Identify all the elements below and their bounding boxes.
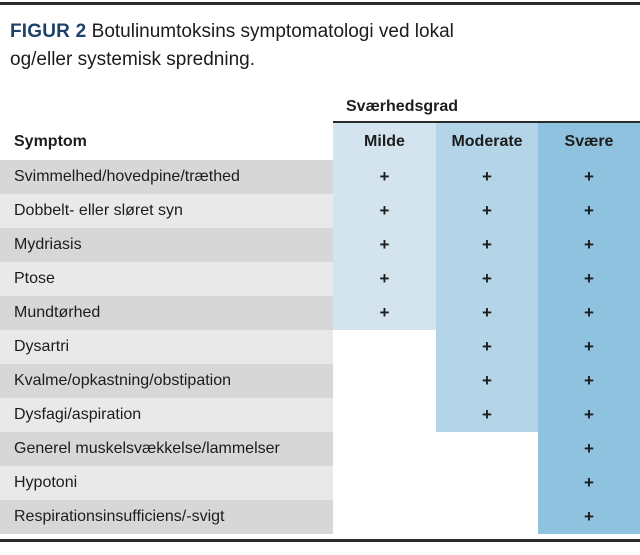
symptom-label: Respirationsinsufficiens/-svigt — [0, 500, 333, 534]
severity-cell — [333, 330, 436, 364]
figure-caption-text: Botulinumtoksins symptomatologi ved lokal og/eller systemisk spredning. — [10, 21, 454, 70]
severity-cell: + — [379, 235, 390, 254]
severity-cell: + — [584, 235, 594, 254]
symptom-label: Dysfagi/aspiration — [0, 398, 333, 432]
severity-cell — [333, 364, 436, 398]
table-row — [0, 330, 640, 364]
table-row — [0, 432, 640, 466]
column-header-moderate: Moderate — [451, 133, 523, 150]
symptom-column-header: Symptom — [14, 133, 87, 150]
bottom-divider — [0, 539, 640, 542]
severity-cell: + — [379, 269, 390, 288]
severity-group-header: Sværhedsgrad — [346, 98, 459, 115]
symptom-label: Mydriasis — [0, 228, 333, 262]
table-row — [0, 466, 640, 500]
symptom-label: Hypotoni — [0, 466, 333, 500]
severity-cell: + — [584, 507, 594, 526]
table-row — [0, 228, 640, 262]
table-row — [0, 160, 640, 194]
severity-cell — [333, 432, 436, 466]
severity-cell — [333, 398, 436, 432]
figure-caption — [10, 18, 510, 74]
symptom-label: Generel muskelsvækkelse/lammelser — [0, 432, 333, 466]
severity-cell: + — [379, 201, 390, 220]
symptom-label: Dysartri — [0, 330, 333, 364]
severity-cell: + — [482, 201, 492, 220]
severity-cell — [436, 466, 538, 500]
symptom-label: Dobbelt- eller sløret syn — [0, 194, 333, 228]
severity-cell: + — [584, 439, 594, 458]
severity-cell: + — [584, 371, 594, 390]
severity-cell: + — [482, 337, 492, 356]
symptom-label: Svimmelhed/hovedpine/træthed — [0, 160, 333, 194]
table-header-row — [0, 123, 640, 160]
severity-cell: + — [584, 405, 594, 424]
severity-cell: + — [584, 201, 594, 220]
severity-cell: + — [482, 303, 492, 322]
symptom-label: Mundtørhed — [0, 296, 333, 330]
table-row — [0, 364, 640, 398]
severity-cell: + — [584, 303, 594, 322]
severity-cell — [436, 500, 538, 534]
symptom-label: Ptose — [0, 262, 333, 296]
severity-cell: + — [379, 303, 390, 322]
severity-cell: + — [584, 337, 594, 356]
severity-cell: + — [482, 167, 492, 186]
severity-cell: + — [482, 405, 492, 424]
severity-cell: + — [482, 235, 492, 254]
figure-label: FIGUR 2 — [10, 21, 87, 42]
severity-cell: + — [379, 167, 390, 186]
severity-cell: + — [584, 269, 594, 288]
severity-cell — [333, 500, 436, 534]
table-row — [0, 296, 640, 330]
severity-cell: + — [482, 371, 492, 390]
column-header-milde: Milde — [364, 133, 405, 150]
table-row — [0, 398, 640, 432]
severity-cell — [333, 466, 436, 500]
symptom-label: Kvalme/opkastning/obstipation — [0, 364, 333, 398]
table-row — [0, 262, 640, 296]
severity-cell: + — [482, 269, 492, 288]
column-header-svaere: Svære — [564, 133, 614, 150]
severity-cell — [436, 432, 538, 466]
table-row — [0, 194, 640, 228]
top-divider — [0, 2, 640, 5]
table-row — [0, 500, 640, 534]
severity-cell: + — [584, 167, 594, 186]
severity-cell: + — [584, 473, 594, 492]
